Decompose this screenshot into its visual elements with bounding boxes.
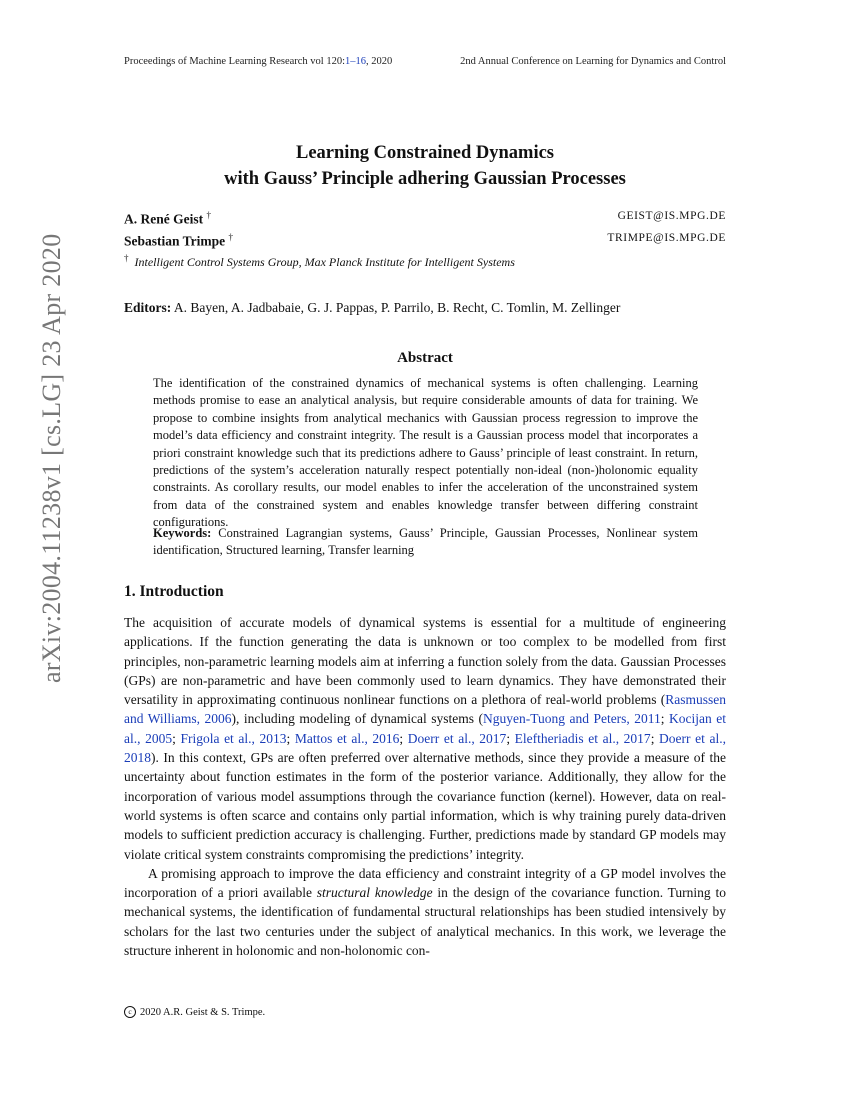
author-row-2 (124, 232, 726, 250)
citation-link[interactable]: Doerr et al., 2017 (407, 730, 507, 746)
copyright-footer (124, 1006, 265, 1018)
citation-link[interactable]: Doerr et al., 2018 (124, 730, 726, 766)
affiliation (124, 253, 515, 270)
author-mark: † (206, 210, 211, 220)
abstract-text: The identification of the constrained dynamics of mechanical systems is often challenging. Learning methods promise to ease an analytical analysis, but require considerable amounts of data for training. We propose to combine insights from analytical mechanics with Gaussian process regression to improve the model’s data efficiency and constraint integrity. The result is a Gaussian process model that incorporates a priori constraint knowledge such that its predictions adhere to Gauss’ principle of least constraint. In return, predictions of the system’s acceleration naturally respect potentially non-ideal (non-)holonomic equality constraints. As corollary results, our model enables to infer the acceleration of the unconstrained system from data of the constrained system and enables knowledge transfer between differing constraint configurations. (153, 376, 698, 530)
emphasis: structural knowledge (316, 885, 433, 901)
running-header-left: Proceedings of Machine Learning Research vol 120:1–16, 2020 (124, 56, 393, 67)
citation-link[interactable]: Kocijan et al., 2005 (124, 711, 726, 746)
author-mark: † (228, 232, 234, 242)
citation-link[interactable]: Frigola et al., 2013 (180, 730, 287, 746)
title-line-2: with Gauss’ Principle adhering Gaussian Processes (224, 169, 626, 189)
editors-label: Editors: (124, 300, 172, 315)
running-header-right: 2nd Annual Conference on Learning for Dynamics and Control (460, 56, 726, 67)
citation-link[interactable]: Rasmussen and Williams, 2006 (124, 692, 726, 727)
copyright-icon: c (124, 1006, 136, 1018)
paragraph-1: The acquisition of accurate models of dynamical systems is essential for a multitude of engineering applications. If the function generating the data is unknown or too complex to be modelled from first principles, non-parametric learning models aim at inferring a function solely from the data. Gaussian Processes (GPs) are non-parametric and have been commonly used to learn dynamics. They have demonstrated their versatility in approximating continuous nonlinear functions on a plethora of real-world problems (Rasmussen and Williams, 2006), including modeling of dynamical systems (Nguyen-Tuong and Peters, 2011; Kocijan et al., 2005; Frigola et al., 2013; Mattos et al., 2016; Doerr et al., 2017; Eleftheriadis et al., 2017; Doerr et al., 2018). In this context, GPs are often preferred over alternative methods, since they provide a measure of the uncertainty about function estimates in the form of the posterior variance. Additionally, they allow for the incorporation of various model assumptions through the covariance function (kernel). However, data on real-world systems is often scarce and contains only partial information, which is why training purely data-driven models to sufficient prediction accuracy is challenging. Further, predictions made by standard GP models may violate critical system constraints compromising the predictions’ integrity. (124, 615, 726, 862)
editors-line (124, 300, 620, 316)
author-email: TRIMPE@IS.MPG.DE (607, 232, 726, 244)
keywords (153, 525, 698, 560)
keywords-label: Keywords: (153, 526, 212, 540)
keywords-text: Constrained Lagrangian systems, Gauss’ Principle, Gaussian Processes, Nonlinear system identification, Structured learning, Transfer learning (153, 526, 699, 558)
author-row-1 (124, 210, 726, 228)
paper-title (0, 140, 850, 192)
paragraph-2: A promising approach to improve the data efficiency and constraint integrity of a GP model involves the incorporation of a priori available structural knowledge in the design of the covariance function. Turning to mechanical systems, the identification of fundamental structural relationships has been studied intensively by scholars for the last two centuries under the subject of analytical mechanics. In this work, we leverage the structure inherent in holonomic and non-holonomic con- (124, 865, 726, 959)
author-name: Sebastian Trimpe (124, 233, 226, 249)
affiliation-mark: † (124, 253, 129, 263)
affiliation-text: Intelligent Control Systems Group, Max Planck Institute for Intelligent Systems (134, 255, 515, 269)
pages-link[interactable]: 1–16 (345, 56, 367, 67)
editors-names: A. Bayen, A. Jadbabaie, G. J. Pappas, P. Parrilo, B. Recht, C. Tomlin, M. Zellinger (173, 300, 621, 315)
author-name: A. René Geist (124, 211, 204, 227)
abstract-heading: Abstract (397, 350, 453, 366)
copyright-text: 2020 A.R. Geist & S. Trimpe. (140, 1007, 266, 1018)
arxiv-stamp: arXiv:2004.11238v1 [cs.LG] 23 Apr 2020 (37, 233, 66, 683)
section-heading: 1. Introduction (124, 583, 224, 600)
citation-link[interactable]: Eleftheriadis et al., 2017 (514, 730, 651, 746)
citation-link[interactable]: Nguyen-Tuong and Peters, 2011 (482, 711, 661, 727)
body-text (124, 613, 726, 960)
citation-link[interactable]: Mattos et al., 2016 (294, 730, 400, 746)
author-email: GEIST@IS.MPG.DE (617, 210, 726, 222)
title-line-1: Learning Constrained Dynamics (296, 143, 554, 163)
